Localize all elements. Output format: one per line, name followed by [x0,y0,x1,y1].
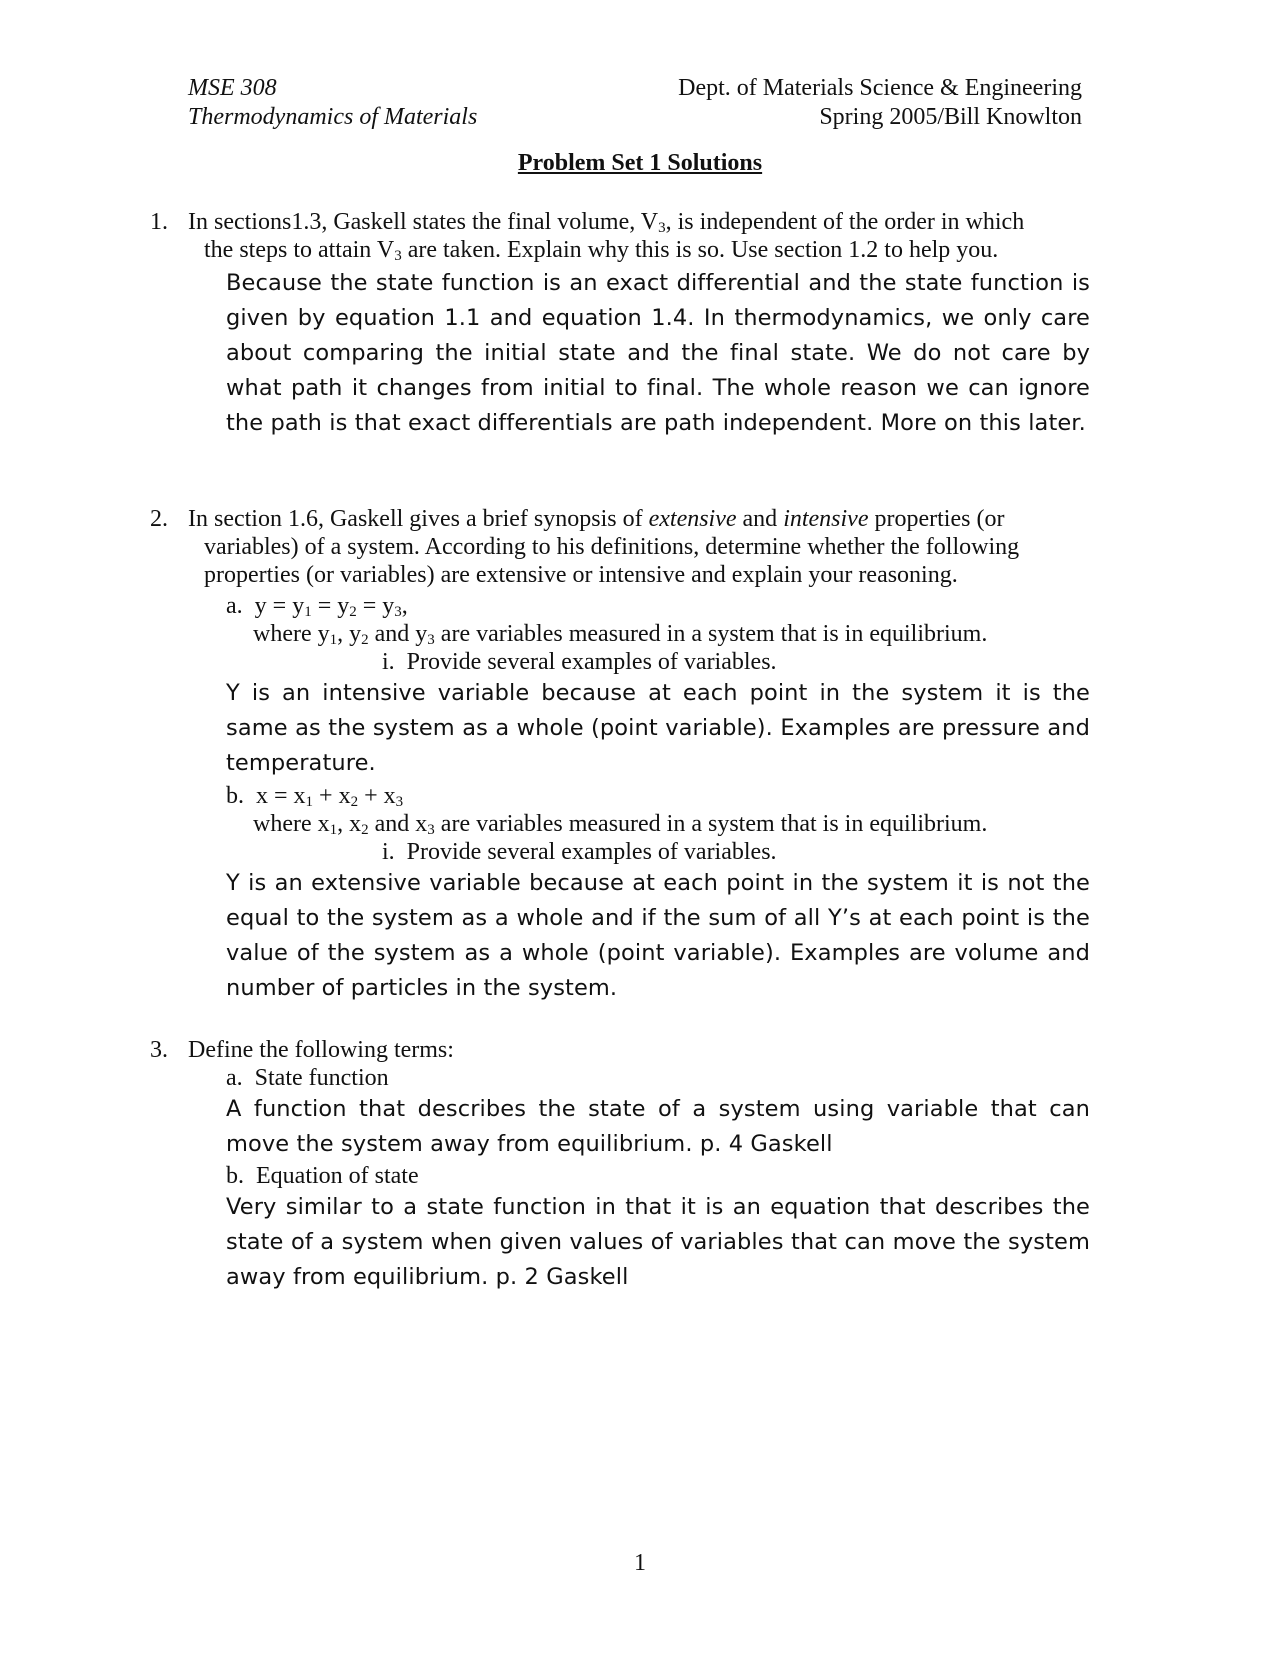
header-right [678,74,1082,132]
question-2 [150,505,1090,589]
course-title: Thermodynamics of Materials [188,104,478,130]
question-number: 1. [150,209,168,235]
term-b: b. Equation of state [226,1163,419,1189]
question-text-cont: the steps to attain $V_3$ are taken. Explain why this is so. Use section 1.2 to help you. [204,237,999,264]
part-b-equation: b. $x = x_1 + x_2 + x_3$ [226,783,404,810]
question-text-cont: properties (or variables) are extensive or intensive and explain your reasoning. [204,562,958,588]
part-a-where: where $y_1$, $y_2$ and $y_3$ are variables measured in a system that is in equilibrium. [253,621,988,648]
department: Dept. of Materials Science & Engineering [678,75,1082,101]
answer-2b: Y is an extensive variable because at each point in the system it is not the equal to the system as a whole and if the sum of all Y’s at each point is the value of the system as a whole (point variable). Examples are volume and number of particles in the system. [226,870,1090,1001]
answer-1: Because the state function is an exact differential and the state function is given by equation 1.1 and equation 1.4. In thermodynamics, we only care about comparing the initial state and the final state. We do not care by what path it changes from initial to final. The whole reason we can ignore the path is that exact differentials are path independent. More on this later. [226,270,1090,436]
question-number: 2. [150,506,168,532]
question-1 [150,208,1090,264]
question-3 [150,1036,1090,1064]
page-number: 1 [634,1550,646,1576]
header-left [188,74,477,132]
part-b-where: where $x_1$, $x_2$ and $x_3$ are variables measured in a system that is in equilibrium. [253,811,988,838]
course-code: MSE 308 [188,75,277,101]
answer-2a: Y is an intensive variable because at each point in the system it is the same as the system as a whole (point variable). Examples are pressure and temperature. [226,680,1090,776]
answer-3a: A function that describes the state of a system using variable that can move the system away from equilibrium. p. 4 Gaskell [226,1096,1090,1157]
answer-3b: Very similar to a state function in that it is an equation that describes the state of a system when given values of variables that can move the system away from equilibrium. p. 2 Gaskell [226,1194,1090,1290]
term-a: a. State function [226,1065,389,1091]
page-title: Problem Set 1 Solutions [517,150,763,176]
term-instructor: Spring 2005/Bill Knowlton [819,104,1082,130]
part-a-subitem: i. Provide several examples of variables. [382,649,777,675]
question-text-cont: variables) of a system. According to his definitions, determine whether the following [204,534,1020,560]
question-text: In sections1.3, Gaskell states the final volume, $V_3$, is independent of the order in which [188,209,1025,236]
part-a-equation: a. $y = y_1 = y_2 = y_3$, [226,593,408,620]
question-number: 3. [150,1037,168,1063]
part-b-subitem: i. Provide several examples of variables. [382,839,777,865]
question-text: Define the following terms: [188,1037,454,1063]
question-text: In section 1.6, Gaskell gives a brief synopsis of extensive and intensive properties (or [188,506,1005,532]
